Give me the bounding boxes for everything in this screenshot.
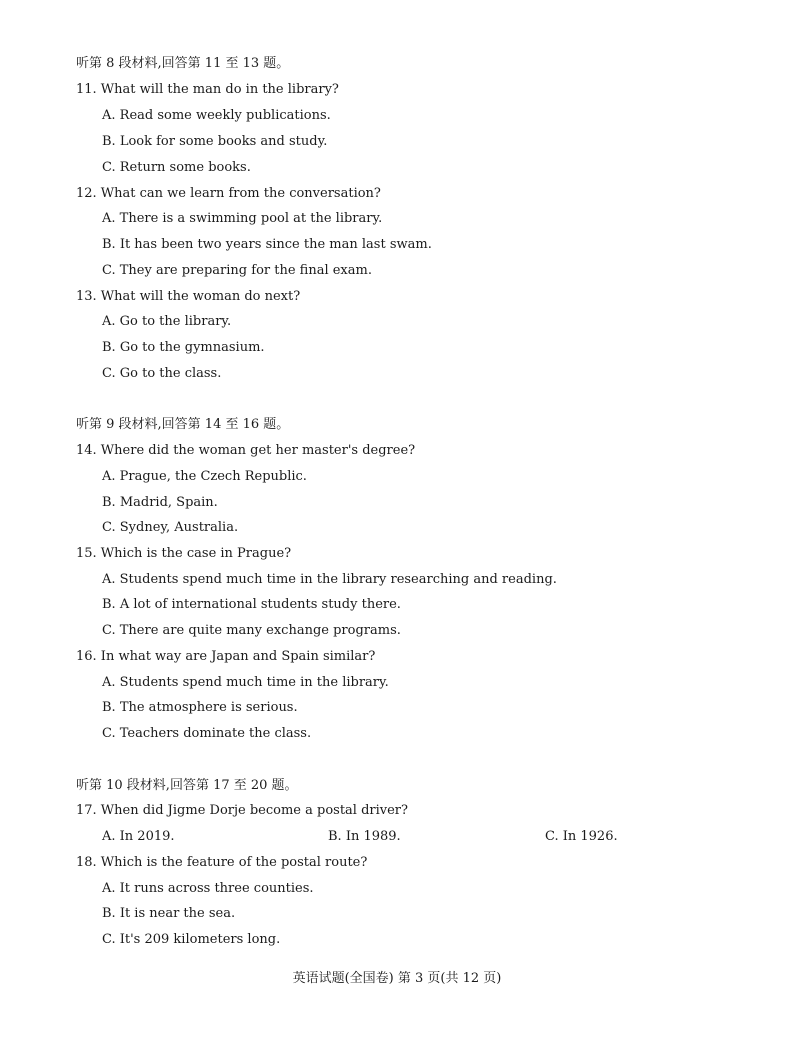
option: A. Prague, the Czech Republic. — [102, 469, 307, 484]
option: C. Go to the class. — [102, 366, 222, 381]
question-stem: 16. In what way are Japan and Spain similar? — [76, 649, 376, 664]
option: C. Teachers dominate the class. — [102, 726, 312, 741]
option: B. It has been two years since the man last swam. — [102, 237, 432, 252]
page-footer: 英语试题(全国卷) 第 3 页(共 12 页) — [292, 971, 502, 986]
option: A. Read some weekly publications. — [102, 108, 331, 123]
option: C. It's 209 kilometers long. — [102, 932, 281, 947]
question-stem: 11. What will the man do in the library? — [76, 82, 339, 97]
option: A. In 2019. — [102, 829, 175, 844]
question-stem: 18. Which is the feature of the postal route? — [76, 855, 368, 870]
option: B. It is near the sea. — [102, 906, 236, 921]
option: C. There are quite many exchange programs. — [102, 623, 401, 638]
question-stem: 13. What will the woman do next? — [76, 289, 301, 304]
question-stem: 12. What can we learn from the conversation? — [76, 186, 381, 201]
option: A. Go to the library. — [102, 314, 232, 329]
question-stem: 14. Where did the woman get her master's degree? — [76, 443, 416, 458]
section-heading: 听第 10 段材料,回答第 17 至 20 题。 — [76, 778, 298, 793]
option: C. They are preparing for the final exam. — [102, 263, 372, 278]
section-heading: 听第 8 段材料,回答第 11 至 13 题。 — [76, 56, 290, 71]
option: B. Go to the gymnasium. — [102, 340, 265, 355]
question-stem: 17. When did Jigme Dorje become a postal driver? — [76, 803, 408, 818]
option: A. There is a swimming pool at the library. — [102, 211, 383, 226]
option: B. Madrid, Spain. — [102, 495, 218, 510]
option: B. Look for some books and study. — [102, 134, 328, 149]
option: C. In 1926. — [545, 829, 618, 844]
option: A. It runs across three counties. — [102, 881, 314, 896]
option: A. Students spend much time in the library. — [102, 675, 389, 690]
option: B. The atmosphere is serious. — [102, 700, 298, 715]
section-heading: 听第 9 段材料,回答第 14 至 16 题。 — [76, 417, 290, 432]
option: B. A lot of international students study there. — [102, 597, 401, 612]
option: B. In 1989. — [328, 829, 401, 844]
question-stem: 15. Which is the case in Prague? — [76, 546, 292, 561]
option: C. Return some books. — [102, 160, 251, 175]
option: A. Students spend much time in the library researching and reading. — [102, 572, 557, 587]
option: C. Sydney, Australia. — [102, 520, 239, 535]
